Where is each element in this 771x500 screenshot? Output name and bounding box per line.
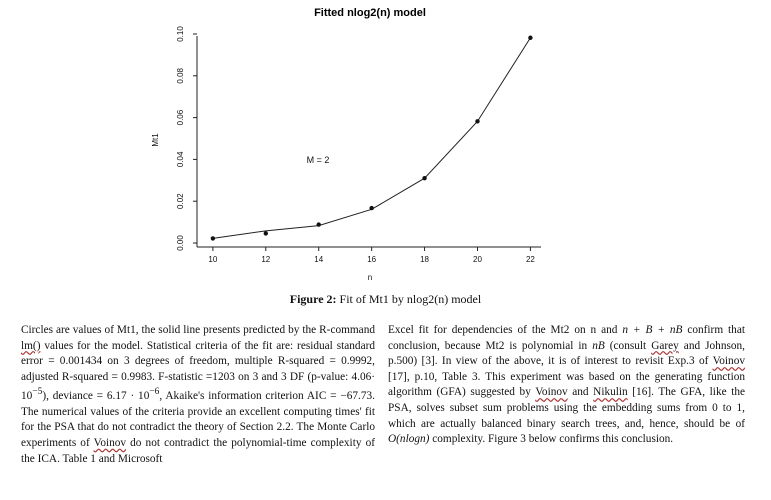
y-tick-label: 0.04 (176, 151, 185, 168)
y-tick-label: 0.02 (176, 193, 185, 209)
x-tick-label: 22 (525, 255, 535, 264)
text-run: Garey (651, 339, 679, 352)
y-tick-label: 0.10 (176, 26, 185, 42)
data-point (369, 206, 373, 210)
superscript: −5 (32, 387, 43, 398)
x-tick-label: 16 (367, 255, 377, 264)
x-tick-label: 12 (261, 255, 271, 264)
x-tick-label: 10 (208, 255, 218, 264)
math-run: O(nlogn) (388, 433, 430, 446)
math-run: nB (592, 339, 605, 352)
chart-annotation: M = 2 (306, 155, 330, 165)
text-run: and (567, 386, 594, 399)
y-tick-label: 0.06 (176, 109, 185, 126)
text-run: do not contradict the polynomial-time complexity of the ICA. Table 1 and Microsoft (21, 436, 375, 465)
data-point (528, 36, 532, 40)
y-tick-label: 0.08 (176, 68, 185, 84)
math-run: n + B + nB (622, 324, 683, 336)
left-column (21, 323, 375, 467)
text-run: and Johnson, p.500) [3]. In view of the above, it is of interest to revisit Exp.3 of (388, 339, 745, 368)
left-paragraph (21, 323, 375, 467)
data-point (422, 176, 426, 180)
text-run: values for the model. Statistical criteria of the fit are: residual standard error = 0.001434 on 3 degrees of freedom, multiple R-squared = 0.9992, adjusted R-squared = 0.9983. F-statistic =1203 on 3 and 3 DF (p-value: 4.06· 10 (21, 339, 375, 403)
x-axis-label: n (367, 273, 373, 282)
right-paragraph (388, 323, 745, 448)
x-tick-label: 20 (473, 255, 482, 264)
x-tick-label: 14 (314, 255, 324, 264)
figure-caption (0, 292, 771, 307)
data-point (264, 231, 268, 235)
y-axis-label: Mt1 (151, 133, 160, 147)
text-run: lm() (21, 339, 41, 352)
text-run: [16]. The GFA, like the PSA, solves subset sum problems using the embedding sums from 0 to 1, which are actually balanced binary search trees, and, hence, should be of (388, 386, 745, 430)
right-column (388, 323, 745, 448)
text-run: Voinov (712, 355, 745, 368)
chart-title: Fitted nlog2(n) model (314, 7, 426, 19)
text-run: Voinov (535, 386, 568, 399)
data-point (317, 222, 321, 226)
superscript: −6 (149, 387, 160, 398)
data-point (475, 119, 479, 123)
text-run: (consult (604, 339, 652, 352)
text-run: Voinov (93, 436, 127, 449)
text-run: , Akaike's information criterion AIC = −67.73. The numerical values of the criteria provide an excellent computing times' fit for the PSA that do not contradict the theory of Section 2.2. The Monte Carlo experiments of (21, 390, 375, 449)
text-run: complexity. Figure 3 below confirms this conclusion. (429, 433, 674, 446)
text-run: Excel fit for dependencies of the Mt2 on n and (388, 324, 623, 336)
text-run: ), deviance = 6.17 · 10 (42, 390, 150, 403)
chart-marks (211, 36, 533, 241)
text-run: [17], p.10, Table 3. This experiment was based on the generating function algorithm (GFA) suggested by (388, 370, 745, 399)
x-tick-label: 18 (420, 255, 430, 264)
text-run: Nikulin (593, 386, 628, 399)
text-run: Circles are values of Mt1, the solid line presents predicted by the R-command (21, 324, 375, 336)
text-run: confirm that conclusion, because Mt2 is polynomial in (388, 324, 745, 352)
chart-axes (176, 26, 541, 264)
y-tick-label: 0.00 (176, 235, 185, 251)
data-point (211, 236, 215, 240)
caption-text: Fit of Mt1 by nlog2(n) model (339, 292, 482, 306)
caption-label: Figure 2: (289, 292, 337, 306)
